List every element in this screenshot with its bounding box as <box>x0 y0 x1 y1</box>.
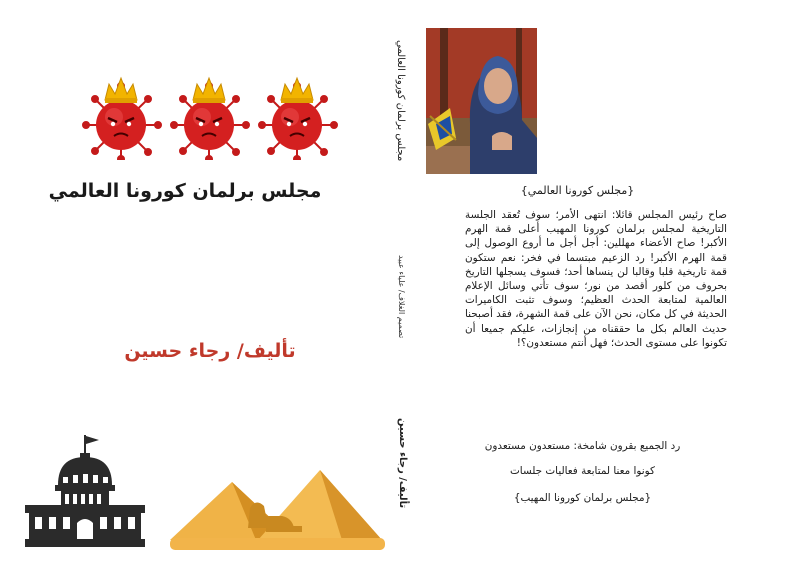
author-photo <box>426 28 537 174</box>
crowned-virus-icon <box>78 70 164 160</box>
spine-cover-designer: تصميم الغلاف/ علياء عبيد <box>397 255 406 339</box>
back-closing-line: {مجلس برلمان كورونا المهيب} <box>513 492 652 504</box>
back-cover <box>425 0 800 573</box>
crowned-virus-icon <box>166 70 252 160</box>
back-blurb: صاح رئيس المجلس قائلا: انتهى الأمر؛ سوف تُعقد الجلسة التاريخية لمجلس برلمان كورونا المهيب أعلى قمة الهرم الأكبر! صاح الأعضاء مهللين: أجل أجل ما أروع الوصول إلى قمة الهرم الأكبر! رد الزعيم مبتسما في فخر: نعم ستكون قمة تاريخية قلبا وقالبا لن ينساها أحد؛ فسوف يسجلها التاريخ بحروف من كلور أقصد من نور؛ سوف تأتي وسائل الإعلام العالمية لمتابعة الحدث العظيم؛ وسوف تثبت الكاميرات الحديثة في كل مكان، نحن الآن على قمة الشهرة، فقد أصبحنا حديث العالم بكل ما حققناه من إنجازات، عليكم جميعا أن تكونوا على مستوى الحدث؛ فهل أنتم مستعدون؟! <box>465 209 727 349</box>
crowned-virus-icon <box>254 70 340 160</box>
spine-author: تأليف/ رجاء حسين <box>397 418 408 509</box>
pyramids-sphinx-illustration <box>170 470 385 550</box>
back-reply-line: رد الجميع بقرون شامخة: مستعدون مستعدون <box>484 440 681 452</box>
spine-title: مجلس برلمان كورونا العالمي <box>395 40 406 162</box>
back-heading: {مجلس كورونا العالمي} <box>520 184 635 197</box>
crowned-virus-group <box>78 70 340 160</box>
book-spine <box>375 0 425 573</box>
author-name: تأليف/ رجاء حسين <box>124 340 296 362</box>
front-cover <box>0 0 375 573</box>
back-follow-line: كونوا معنا لمتابعة فعاليات جلسات <box>510 465 655 477</box>
capitol-building-icon <box>25 435 145 547</box>
book-title: مجلس برلمان كورونا العالمي <box>48 180 322 202</box>
